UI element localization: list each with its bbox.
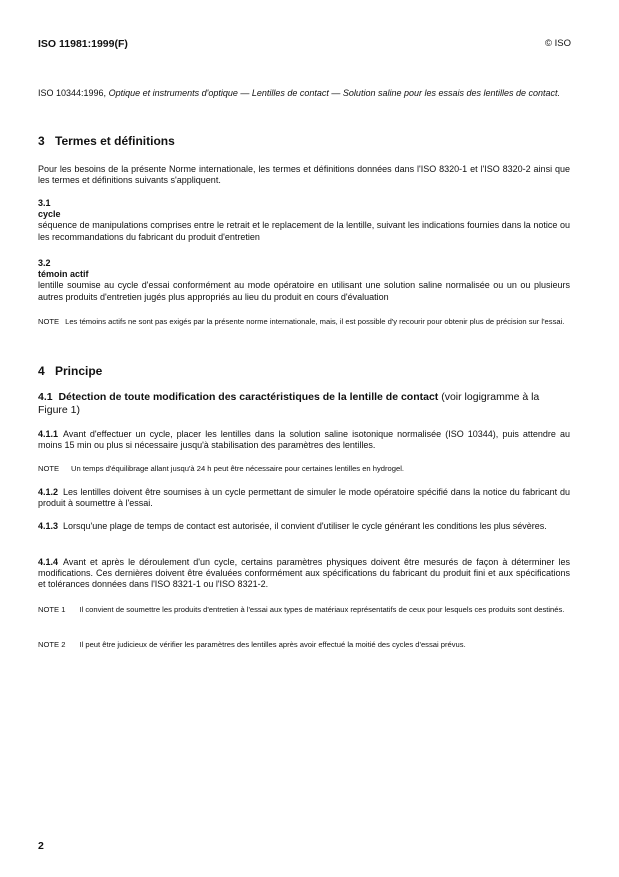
standard-id: ISO 11981:1999(F) [38,38,128,50]
section-3-number: 3 [38,134,45,148]
clause-4-1-4-note-1 [38,605,570,615]
note-label: NOTE 2 [38,640,66,649]
clause-4-1-2-number: 4.1.2 [38,487,59,497]
section-4-title: Principe [55,364,103,378]
term-3-1-definition: séquence de manipulations comprises entre le retrait et le replacement de la lentille, suivant les indications fournies dans la notice ou les recommandations du fabricant du produit d'entretien [38,220,570,242]
section-4-heading [38,364,102,378]
section-3-title: Termes et définitions [55,134,175,148]
clause-4-1-3-number: 4.1.3 [38,521,59,531]
note-text: Un temps d'équilibrage allant jusqu'à 24 h peut être nécessaire pour certaines lentilles en hydrogel. [71,464,405,473]
term-3-2-term: témoin actif [38,269,89,280]
reference-code: ISO 10344:1996, [38,88,107,98]
subsection-4-1-heading [38,391,570,417]
clause-4-1-4 [38,557,570,591]
term-3-1-number: 3.1 [38,198,51,208]
clause-4-1-4-number: 4.1.4 [38,557,59,567]
page-number: 2 [38,840,44,852]
clause-4-1-1-note [38,464,570,474]
normative-reference [38,88,570,99]
note-text: Les témoins actifs ne sont pas exigés par la présente norme internationale, mais, il est possible d'y recourir pour obtenir plus de précision sur l'essai. [65,317,565,326]
subsection-4-1-title: Détection de toute modification des caractéristiques de la lentille de contact [58,391,439,403]
clause-4-1-1-number: 4.1.1 [38,429,59,439]
section-3-intro: Pour les besoins de la présente Norme internationale, les termes et définitions données dans l'ISO 8320-1 et l'ISO 8320-2 ainsi que les termes et définitions suivants s'appliquent. [38,164,570,186]
copyright-mark: © ISO [544,38,571,49]
clause-4-1-4-text: Avant et après le déroulement d'un cycle, certains paramètres physiques doivent être mesurés de façon à déterminer les modifications. Ces dernières doivent être évaluées conformément aux spécifications du fabricant du produit fini et aux spécifications et tolérances données dans l'ISO 8321-1 ou l'ISO 8321-2. [38,557,570,590]
clause-4-1-1 [38,429,570,451]
term-3-1-term: cycle [38,209,61,220]
clause-4-1-2 [38,487,570,509]
note-text: Il convient de soumettre les produits d'entretien à l'essai aux types de matériaux représentatifs de ceux pour lesquels ces produits sont destinés. [79,605,565,614]
clause-4-1-3 [38,521,570,532]
clause-4-1-4-note-2 [38,640,570,650]
term-3-1 [38,198,570,243]
section-3-note [38,317,570,327]
note-label: NOTE [38,464,60,473]
reference-title: Optique et instruments d'optique — Lentilles de contact — Solution saline pour les essais des lentilles de contact. [108,88,561,98]
term-3-2-number: 3.2 [38,258,51,268]
term-3-2-definition: lentille soumise au cycle d'essai conformément au mode opératoire en utilisant une solution saline normalisée ou un ou plusieurs autres produits d'entretien jugés plus appropriés au lieu du produit en cours d'évaluation [38,280,570,302]
subsection-4-1-number: 4.1 [38,391,53,403]
section-3-heading [38,134,175,148]
term-3-2 [38,258,570,303]
note-label: NOTE 1 [38,605,66,614]
clause-4-1-3-text: Lorsqu'une plage de temps de contact est autorisée, il convient d'utiliser le cycle générant les conditions les plus sévères. [63,521,547,531]
clause-4-1-2-text: Les lentilles doivent être soumises à un cycle permettant de simuler le mode opératoire spécifié dans la notice du fabricant du produit à soumettre à l'essai. [38,487,570,509]
note-label: NOTE [38,317,60,326]
section-4-number: 4 [38,364,45,378]
subsection-4-1-suffix: (voir logigramme à la Figure 1) [38,391,540,416]
clause-4-1-1-text: Avant d'effectuer un cycle, placer les lentilles dans la solution saline isotonique normalisée (ISO 10344), puis attendre au moins 15 min ou plus si nécessaire jusqu'à stabilisation des paramètres des lentilles. [38,429,570,451]
note-text: Il peut être judicieux de vérifier les paramètres des lentilles après avoir effectué la moitié des cycles d'essai prévus. [79,640,466,649]
